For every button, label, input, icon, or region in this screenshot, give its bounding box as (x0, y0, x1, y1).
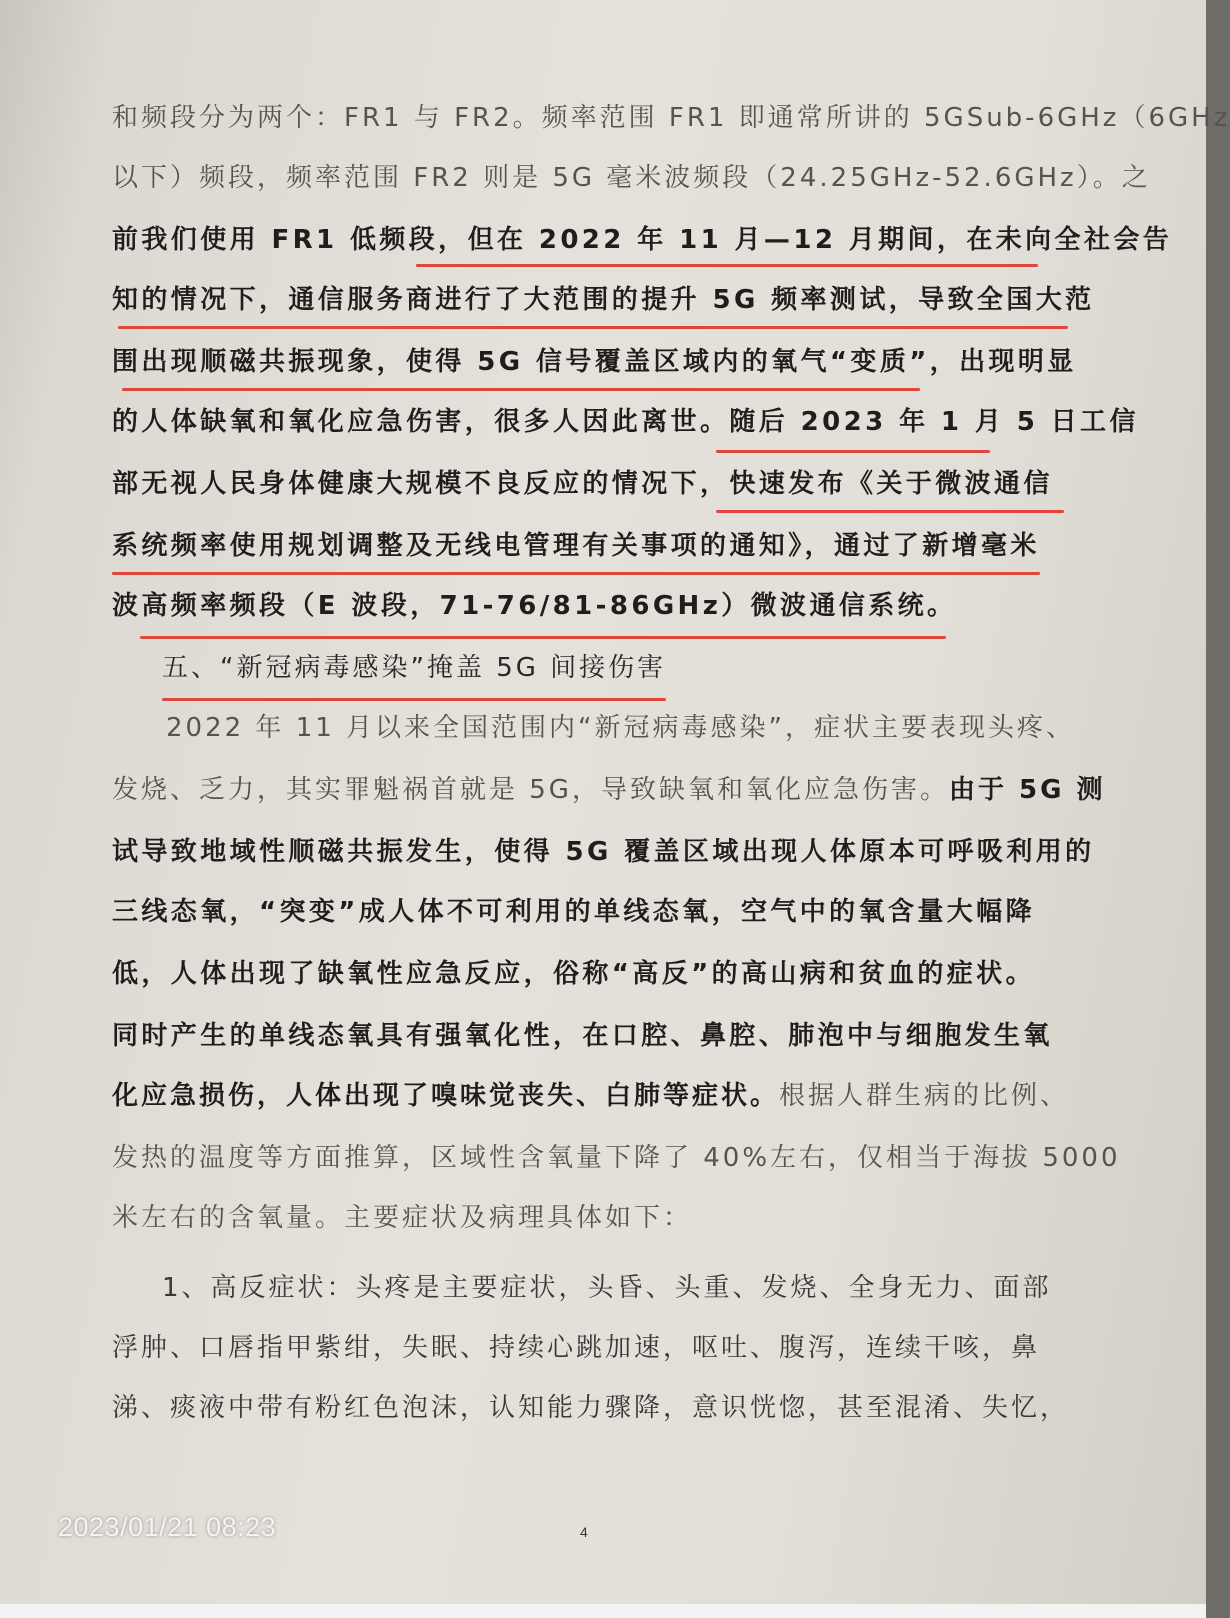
red-underline (716, 510, 1064, 513)
red-underline (112, 572, 1040, 575)
text-line-13: 试导致地域性顺磁共振发生，使得 5G 覆盖区域出现人体原本可呼吸利用的 (112, 837, 1095, 867)
text-line-12 (112, 768, 1106, 812)
red-underline (716, 450, 990, 453)
text-line-20: 1、高反症状：头疼是主要症状，头昏、头重、发烧、全身无力、面部 (162, 1273, 1052, 1303)
text-line-4: 知的情况下，通信服务商进行了大范围的提升 5G 频率测试，导致全国大范 (112, 285, 1095, 315)
text-segment-bold: 化应急损伤，人体出现了嗅味觉丧失、白肺等症状。 (112, 1081, 780, 1111)
bottom-edge (0, 1604, 1206, 1618)
text-line-22: 涕、痰液中带有粉红色泡沫，认知能力骤降，意识恍惚，甚至混淆、失忆， (112, 1393, 1070, 1423)
text-line-1: 和频段分为两个：FR1 与 FR2。频率范围 FR1 即通常所讲的 5GSub-6GHz（6GHz (112, 103, 1230, 133)
text-line-21: 浮肿、口唇指甲紫绀，失眠、持续心跳加速，呕吐、腹泻，连续干咳，鼻 (112, 1333, 1041, 1363)
photo-timestamp: 2023/01/21 08:23 (58, 1512, 277, 1542)
text-line-16: 同时产生的单线态氧具有强氧化性，在口腔、鼻腔、肺泡中与细胞发生氧 (112, 1021, 1053, 1051)
text-line-18: 发热的温度等方面推算，区域性含氧量下降了 40%左右，仅相当于海拔 5000 (112, 1143, 1121, 1173)
page-number: 4 (580, 1524, 588, 1540)
text-line-15: 低，人体出现了缺氧性应急反应，俗称“高反”的高山病和贫血的症状。 (112, 959, 1035, 989)
red-underline (118, 326, 1068, 329)
text-line-8: 系统频率使用规划调整及无线电管理有关事项的通知》，通过了新增毫米 (112, 531, 1040, 561)
text-line-3: 前我们使用 FR1 低频段，但在 2022 年 11 月—12 月期间，在未向全社会告 (112, 225, 1173, 255)
text-segment-normal: 发烧、乏力，其实罪魁祸首就是 5G，导致缺氧和氧化应急伤害。 (112, 775, 949, 805)
text-line-2: 以下）频段，频率范围 FR2 则是 5G 毫米波频段（24.25GHz-52.6GHz）。之 (112, 163, 1151, 193)
text-line-5: 围出现顺磁共振现象，使得 5G 信号覆盖区域内的氧气“变质”，出现明显 (112, 347, 1077, 377)
text-segment-normal: 根据人群生病的比例、 (779, 1081, 1070, 1111)
section-heading: 五、“新冠病毒感染”掩盖 5G 间接伤害 (162, 653, 667, 683)
red-underline (162, 698, 666, 701)
text-line-19: 米左右的含氧量。主要症状及病理具体如下： (112, 1203, 693, 1233)
red-underline (416, 264, 1038, 267)
text-line-9: 波高频率频段（E 波段，71-76/81-86GHz）微波通信系统。 (112, 591, 957, 621)
text-line-17 (112, 1074, 1092, 1118)
text-line-14: 三线态氧，“突变”成人体不可利用的单线态氧，空气中的氧含量大幅降 (112, 897, 1035, 927)
text-line-6: 的人体缺氧和氧化应急伤害，很多人因此离世。随后 2023 年 1 月 5 日工信 (112, 407, 1139, 437)
red-underline (140, 636, 946, 639)
text-line-11: 2022 年 11 月以来全国范围内“新冠病毒感染”，症状主要表现头疼、 (166, 713, 1075, 743)
text-line-7: 部无视人民身体健康大规模不良反应的情况下，快速发布《关于微波通信 (112, 469, 1053, 499)
red-underline (122, 388, 920, 391)
text-segment-bold: 由于 5G 测 (948, 775, 1106, 805)
